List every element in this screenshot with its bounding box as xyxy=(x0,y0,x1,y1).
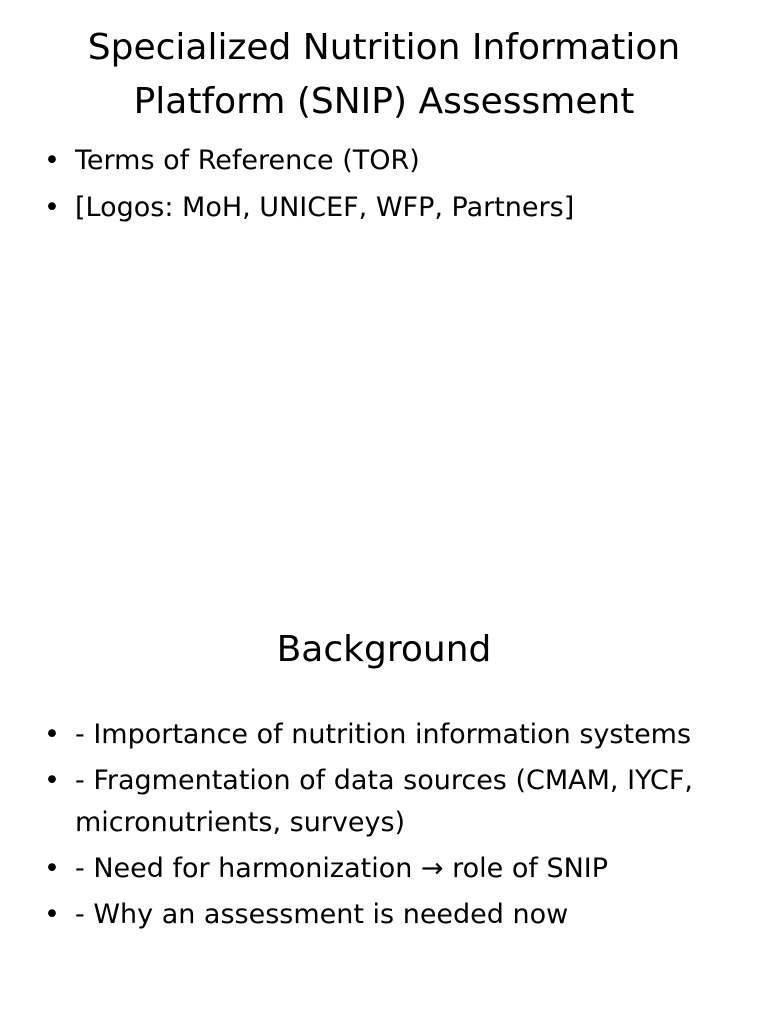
slide-2-bullet-list xyxy=(44,714,734,940)
bullet-dot-icon: • xyxy=(44,719,60,750)
bullet-text: Terms of Reference (TOR) xyxy=(75,145,420,176)
bullet-dot-icon: • xyxy=(44,145,60,176)
bullet-dot-icon: • xyxy=(44,192,60,223)
slide-2-title: Background xyxy=(276,629,492,670)
bullet-item xyxy=(44,760,734,844)
bullet-item xyxy=(44,848,734,890)
bullet-dot-icon: • xyxy=(44,853,60,884)
slide-1-bullet-list xyxy=(44,140,734,234)
bullet-text: [Logos: MoH, UNICEF, WFP, Partners] xyxy=(75,192,575,223)
bullet-dot-icon: • xyxy=(44,899,60,930)
bullet-item xyxy=(44,140,734,182)
bullet-text: - Fragmentation of data sources (CMAM, IYCF, micronutrients, surveys) xyxy=(75,765,694,838)
bullet-dot-icon: • xyxy=(44,765,60,796)
slide-2 xyxy=(0,600,768,1024)
slide-1-title: Specialized Nutrition Information Platform (SNIP) Assessment xyxy=(87,27,681,122)
bullet-item xyxy=(44,187,734,229)
bullet-text: - Why an assessment is needed now xyxy=(75,899,569,930)
bullet-text: - Importance of nutrition information systems xyxy=(75,719,692,750)
bullet-item xyxy=(44,894,734,936)
bullet-text: - Need for harmonization → role of SNIP xyxy=(75,853,609,884)
bullet-item xyxy=(44,714,734,756)
